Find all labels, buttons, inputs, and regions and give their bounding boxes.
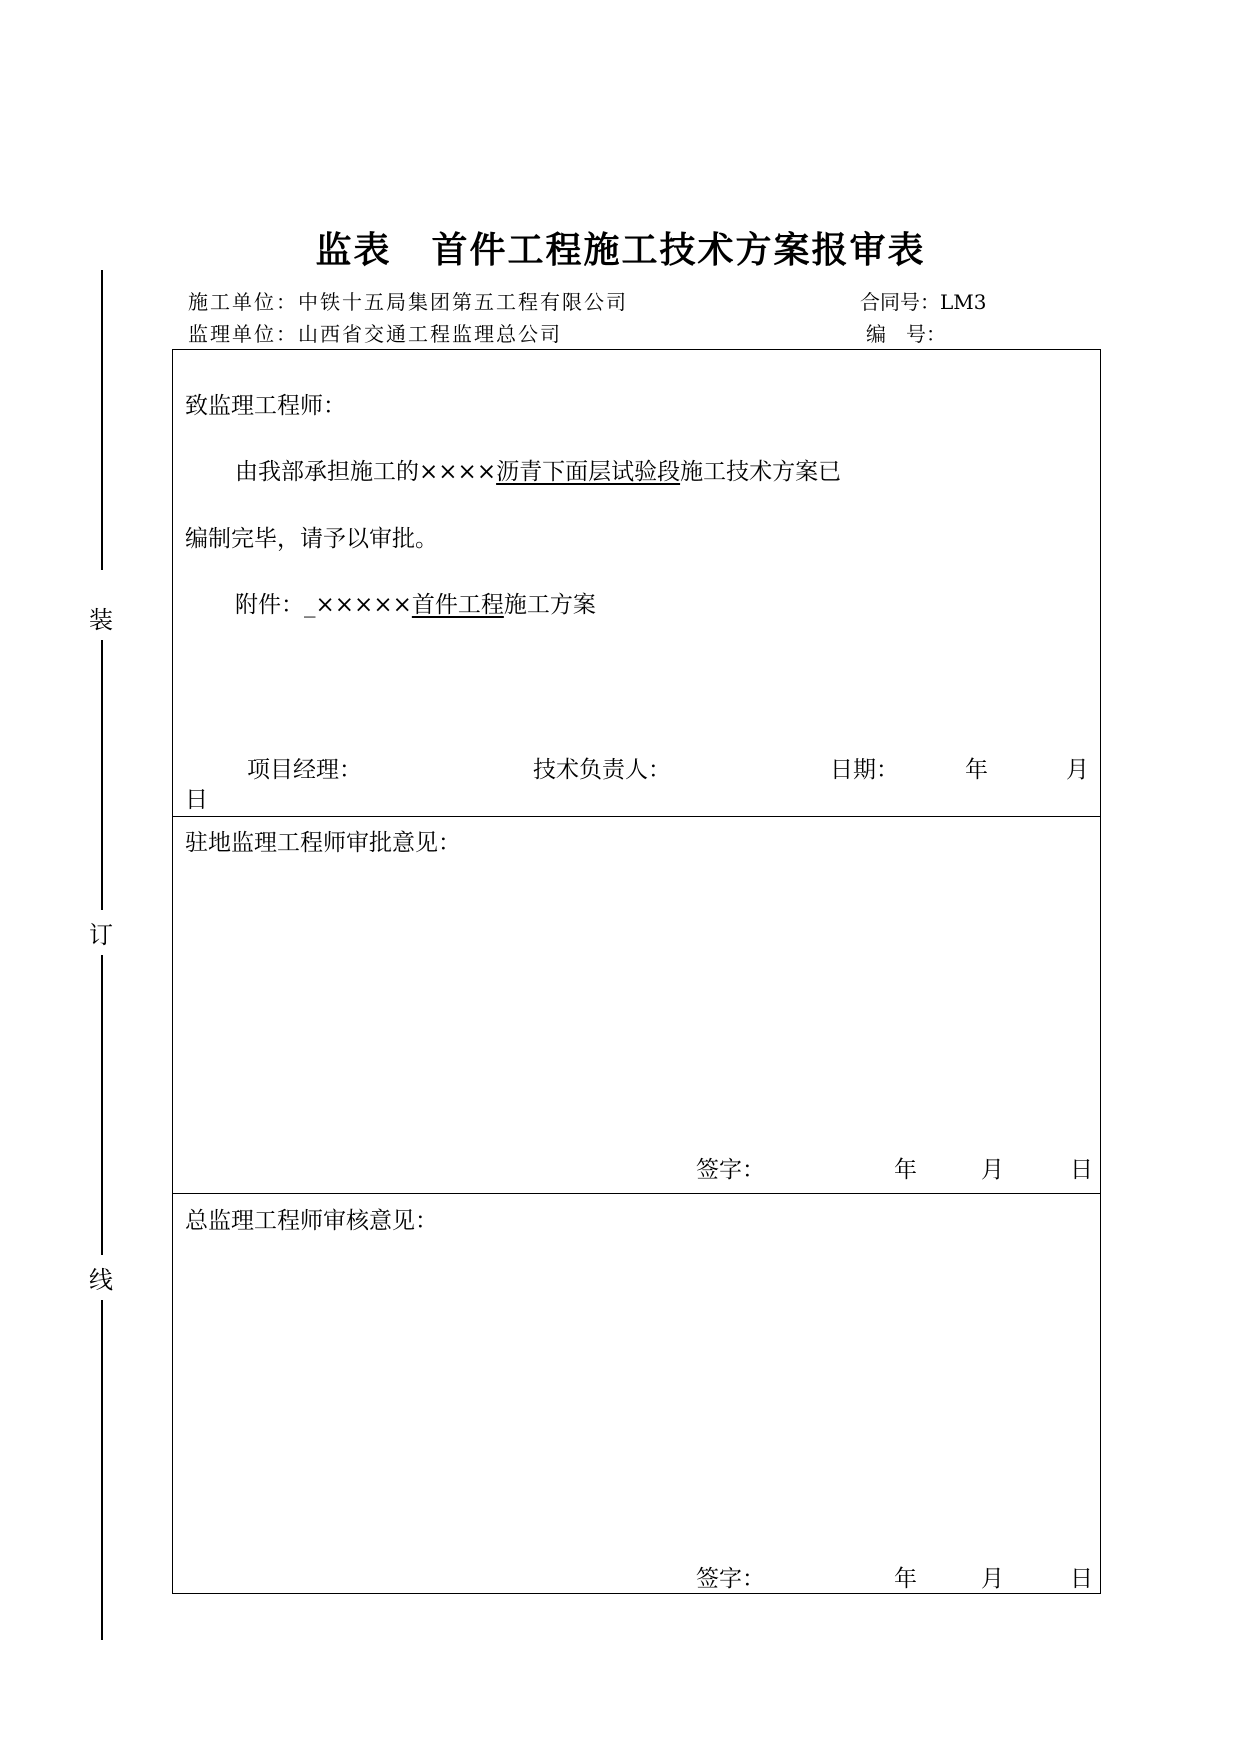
contract-number: 合同号：LM3 <box>860 290 987 314</box>
construction-unit: 施工单位：中铁十五局集团第五工程有限公司 <box>188 290 628 314</box>
application-line-2: 编制完毕，请予以审批。 <box>185 526 438 552</box>
resident-opinion-label: 驻地监理工程师审批意见： <box>185 830 461 856</box>
line1-part-a: 由我部承担施工的×××× <box>235 459 497 485</box>
binding-char-zhuang: 装 <box>88 600 114 635</box>
sign-month: 月 <box>981 1157 1004 1183</box>
chief-engineer-section <box>173 1194 1100 1593</box>
binding-line-segment <box>101 1300 103 1640</box>
project-manager-label: 项目经理： <box>247 757 362 783</box>
attachment-part-a: 附件：_××××× <box>235 592 412 618</box>
date-year: 年 <box>965 757 988 783</box>
supervision-unit: 监理单位：山西省交通工程监理总公司 <box>188 322 562 346</box>
binding-line-segment <box>101 270 103 570</box>
sign-day: 日 <box>1070 1566 1093 1592</box>
date-label: 日期： <box>830 757 899 783</box>
signature-label: 签字： <box>696 1566 765 1592</box>
application-section <box>173 350 1100 817</box>
title-prefix: 监表 <box>315 229 392 271</box>
line1-part-c: 施工技术方案已 <box>680 459 842 485</box>
tech-lead-label: 技术负责人： <box>533 757 671 783</box>
project-name: 沥青下面层试验段 <box>496 459 681 485</box>
review-form <box>172 349 1101 1594</box>
sign-month: 月 <box>981 1566 1004 1592</box>
date-month: 月 <box>1066 757 1089 783</box>
attachment-name: 首件工程 <box>411 592 504 618</box>
chief-opinion-label: 总监理工程师审核意见： <box>185 1208 438 1234</box>
binding-char-xian: 线 <box>88 1260 114 1295</box>
addressee: 致监理工程师： <box>185 393 346 419</box>
sign-year: 年 <box>894 1157 917 1183</box>
sign-day: 日 <box>1070 1157 1093 1183</box>
signature-label: 签字： <box>696 1157 765 1183</box>
resident-engineer-section <box>173 817 1100 1194</box>
document-title <box>0 222 1241 273</box>
binding-line-segment <box>101 640 103 910</box>
binding-char-ding: 订 <box>88 915 114 950</box>
title-main: 首件工程施工技术方案报审表 <box>431 229 926 271</box>
binding-line-segment <box>101 955 103 1255</box>
application-line-1 <box>235 453 841 486</box>
attachment-part-c: 施工方案 <box>503 592 596 618</box>
date-day: 日 <box>185 787 208 813</box>
serial-number: 编 号： <box>866 322 946 346</box>
attachment-line <box>235 586 596 619</box>
sign-year: 年 <box>894 1566 917 1592</box>
